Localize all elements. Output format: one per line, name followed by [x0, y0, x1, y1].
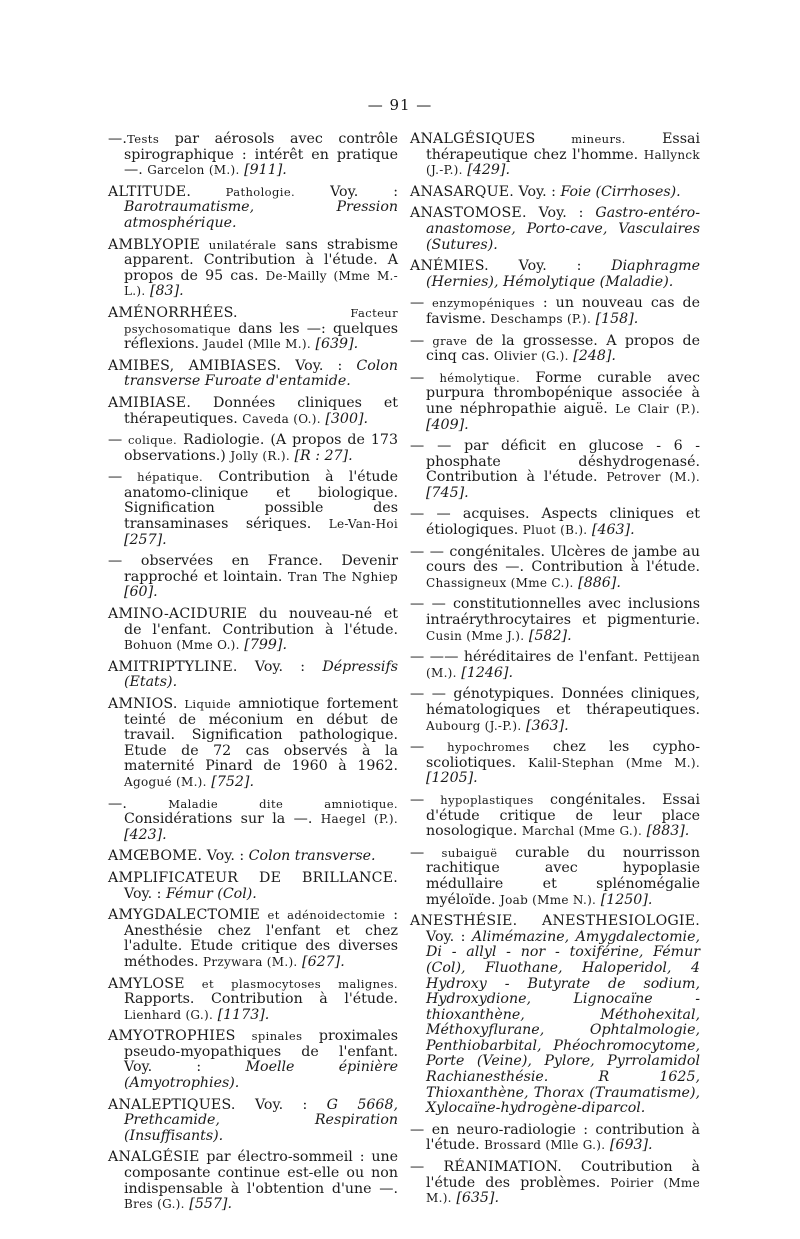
entry-number: [363].	[521, 717, 569, 734]
entry-author: Pluot (B.).	[522, 523, 588, 538]
entry-number: [639].	[310, 336, 359, 353]
entry-text: dans les —: quelques réflexions.	[124, 320, 398, 353]
entry-author: Caveda (O.).	[242, 411, 321, 426]
entry-subheading: et plasmocytoses malignes.	[184, 976, 398, 991]
entry-heading: ANALGÉSIQUES	[410, 131, 536, 147]
index-entry	[108, 554, 398, 601]
entry-author: Kalil-Stephan (Mme M.).	[528, 755, 700, 770]
entry-author: Bres (G.).	[124, 1197, 185, 1212]
entry-author: Le-Van-Hoi	[328, 517, 398, 532]
entry-text: : Anesthésie chez l'enfant et chez l'adulte. Etude critique des diverses méthodes.	[124, 907, 398, 970]
entry-text: par électro-sommeil : une composante continue est-elle ou non indispensable à l'obtention d'une —.	[124, 1149, 398, 1197]
entry-author: Pettijean (M.).	[426, 650, 700, 680]
entry-author: Olivier (G.).	[493, 349, 569, 364]
entry-subheading: unilatérale	[200, 237, 277, 252]
index-entry	[410, 371, 700, 433]
entry-text: Forme curable avec purpura thrombopénique associée à une néphropathie aiguë.	[426, 369, 700, 417]
index-entry	[410, 597, 700, 644]
entry-heading: —	[108, 432, 123, 449]
entry-number: [83].	[145, 283, 184, 300]
index-entry	[410, 507, 700, 538]
entry-heading: —	[410, 791, 425, 808]
entry-subheading: spinales	[235, 1029, 303, 1044]
entry-heading: ANASTOMOSE.	[410, 205, 527, 222]
entry-author: Jolly (R.).	[230, 448, 290, 463]
index-entry	[410, 206, 700, 253]
entry-text: héréditaires de l'enfant.	[458, 649, 644, 666]
index-entry	[108, 1098, 398, 1145]
index-entry	[108, 1029, 398, 1091]
entry-heading: AMNIOS.	[108, 696, 178, 712]
index-entry	[108, 977, 398, 1024]
right-column	[410, 132, 700, 1213]
entry-text: par aérosols avec contrôle spirographique : intérêt en pratique —.	[124, 131, 398, 179]
entry-text: Essai thérapeutique chez l'homme.	[426, 131, 700, 163]
entry-subheading: mineurs.	[535, 132, 626, 146]
entry-heading: —.	[108, 131, 128, 147]
index-entry	[410, 185, 700, 201]
entry-see-also: Colon transverse.	[248, 848, 376, 865]
entry-heading: —.	[108, 795, 128, 812]
entry-heading: AMYLOSE	[108, 975, 185, 992]
entry-text: Voy. :	[237, 658, 323, 675]
entry-text: du nouveau-né et de l'enfant. Contribution à l'étude.	[124, 606, 398, 638]
entry-heading: ANALGÉSIE	[108, 1149, 200, 1166]
entry-text: observées en France. Devenir rapproché et lointain.	[122, 553, 398, 585]
index-entry	[410, 914, 700, 1117]
entry-text: Considérations sur la —.	[124, 811, 321, 828]
entry-text: proximales pseudo-myopathiques de l'enfant. Voy. :	[124, 1028, 398, 1076]
entry-heading: ANÉMIES.	[410, 258, 489, 275]
entry-author: Przywara (M.).	[203, 954, 298, 969]
entry-number: [627].	[297, 953, 345, 970]
entry-number: [557].	[184, 1196, 232, 1213]
entry-subheading: Liquide	[177, 697, 232, 711]
entry-see-also: Gastro-entéro-anastomose, Porto-cave, Vasculaires (Sutures).	[426, 205, 700, 253]
entry-heading: — RÉANIMATION.	[410, 1159, 562, 1176]
entry-author: Chassigneux (Mme C.).	[426, 575, 574, 590]
entry-heading: — —	[410, 596, 446, 613]
index-entry	[108, 1150, 398, 1212]
entry-heading: —	[410, 369, 425, 386]
entry-subheading: hémolytique.	[424, 370, 521, 385]
index-entry	[108, 470, 398, 548]
entry-subheading: subaiguë	[424, 845, 498, 860]
entry-text: Voy. :	[202, 848, 249, 865]
entry-author: Joab (Mme N.).	[499, 892, 597, 907]
entry-text: chez les cypho-scoliotiques.	[426, 739, 700, 771]
entry-heading: AMIBIASE.	[108, 394, 192, 411]
entry-text: génotypiques. Données cliniques, hématologiques et thérapeutiques.	[426, 686, 700, 718]
entry-text: acquises. Aspects cliniques et étiologiques.	[426, 506, 700, 539]
entry-heading: — —	[410, 506, 451, 523]
index-entry	[410, 687, 700, 734]
entry-see-also: Dépressifs (Etats).	[124, 658, 398, 691]
entry-heading: AMIBES, AMIBIASES.	[108, 357, 282, 374]
entry-subheading: grave	[424, 333, 468, 348]
entry-subheading: Pathologie.	[191, 184, 296, 199]
entry-number: [248].	[568, 348, 616, 365]
entry-heading: AMITRIPTYLINE.	[108, 658, 238, 675]
entry-number: [799].	[239, 637, 287, 654]
entry-heading: AMYOTROPHIES	[108, 1028, 236, 1045]
index-entry	[108, 871, 398, 902]
entry-see-also: G 5668, Prethcamide, Respiration (Insuffisants).	[124, 1096, 398, 1144]
entry-text: Voy. :	[281, 357, 357, 374]
entry-number: [1173].	[213, 1006, 270, 1023]
entry-text: Contribution à l'étude anatomo-clinique et biologique. Signification possible des transaminases sériques.	[124, 469, 398, 533]
entry-text: Voy. :	[124, 885, 166, 902]
entry-author: Le Clair (P.).	[615, 401, 700, 416]
left-column	[108, 132, 398, 1219]
entry-heading: AMPLIFICATEUR DE BRILLANCE.	[108, 869, 398, 886]
entry-text: constitutionnelles avec inclusions intraérythrocytaires et pigmenturie.	[426, 596, 700, 629]
index-entry	[108, 359, 398, 390]
index-entry	[108, 433, 398, 464]
entry-author: De-Mailly (Mme M.-L.).	[124, 268, 398, 299]
entry-heading: — ——	[410, 649, 459, 666]
index-entry	[108, 908, 398, 970]
entry-author: Aubourg (J.-P.).	[426, 718, 522, 733]
entry-heading: —	[410, 844, 425, 861]
entry-subheading: Tests	[127, 132, 160, 146]
entry-number: [886].	[573, 574, 621, 591]
index-entry	[410, 793, 700, 840]
index-entry	[108, 132, 398, 179]
entry-author: Tran The Nghiep	[287, 569, 398, 584]
entry-author: Brossard (Mlle G.).	[484, 1138, 606, 1153]
entry-text: par déficit en glucose - 6 - phosphate déshydrogenasé. Contribution à l'étude.	[426, 438, 700, 486]
entry-heading: — —	[410, 686, 447, 703]
entry-author: Marchal (Mme G.).	[521, 824, 643, 839]
index-entry	[410, 296, 700, 327]
entry-number: [R : 27].	[289, 447, 353, 464]
entry-number: [745].	[426, 484, 469, 501]
entry-text: Voy. :	[426, 928, 472, 945]
entry-number: [911].	[239, 162, 287, 179]
entry-text: curable du nourrisson rachitique avec hypoplasie médullaire et splénomégalie myéloïde.	[426, 844, 700, 908]
index-entry	[410, 846, 700, 908]
entry-text: amniotique fortement teinté de méconium en début de travail. Signification pathologique. Etude de 72 cas observés à la maternité Pinard de 1960 à 1962.	[124, 696, 398, 775]
entry-subheading: hépatique.	[122, 470, 204, 485]
entry-author: Bohuon (Mme O.).	[124, 638, 240, 653]
entry-number: [409].	[426, 416, 469, 433]
entry-author: Petrover (M.).	[606, 470, 700, 485]
index-entry	[410, 545, 700, 592]
entry-subheading: Facteur psychosomatique	[124, 305, 398, 336]
entry-subheading: enzymopéniques	[424, 296, 535, 311]
entry-number: [582].	[524, 627, 572, 644]
entry-text: Rapports. Contribution à l'étude.	[124, 991, 398, 1008]
entry-author: Lienhard (G.).	[124, 1007, 214, 1022]
entry-number: [257].	[124, 531, 167, 548]
entry-heading: ANASARQUE.	[410, 183, 515, 200]
entry-text: Voy. :	[295, 183, 398, 200]
entry-heading: — —	[410, 543, 445, 560]
entry-number: [429].	[462, 162, 510, 179]
entry-number: [1246].	[456, 664, 513, 681]
entry-author: Deschamps (P.).	[490, 311, 592, 326]
entry-text: Coutribution à l'étude des problèmes.	[426, 1159, 700, 1191]
entry-heading: —	[108, 553, 123, 570]
index-entry	[410, 740, 700, 787]
entry-text: Données cliniques et thérapeutiques.	[124, 394, 398, 427]
index-entry	[108, 238, 398, 300]
index-entry	[410, 259, 700, 290]
index-entry	[108, 849, 398, 865]
entry-text: sans strabisme apparent. Contribution à l'étude. A propos de 95 cas.	[124, 236, 398, 284]
index-entry	[108, 697, 398, 791]
index-entry	[108, 797, 398, 844]
entry-text: Voy. :	[235, 1096, 327, 1113]
entry-author: Agogué (M.).	[124, 774, 207, 789]
entry-number: [158].	[591, 310, 639, 327]
entry-heading: AMINO-ACIDURIE	[108, 606, 248, 623]
entry-number: [1250].	[596, 891, 653, 908]
entry-number: [60].	[124, 584, 158, 601]
index-entry	[410, 132, 700, 179]
entry-author: Garcelon (M.).	[147, 163, 240, 178]
index-entry	[410, 650, 700, 681]
entry-number: [693].	[605, 1137, 653, 1154]
entry-author: Poirier (Mme M.).	[426, 1175, 700, 1206]
entry-see-also: Diaphragme (Hernies), Hémolytique (Maladie).	[426, 258, 700, 290]
entry-text: Voy. :	[526, 205, 596, 222]
entry-text: : un nouveau cas de favisme.	[426, 295, 700, 327]
index-entry	[410, 334, 700, 365]
index-entry	[108, 396, 398, 427]
entry-heading: AMŒBOME.	[108, 848, 203, 865]
entry-see-also: Foie (Cirrhoses).	[560, 183, 681, 200]
index-entry	[108, 660, 398, 691]
entry-heading: —	[410, 739, 425, 756]
index-entry	[108, 185, 398, 232]
entry-number: [1205].	[426, 770, 478, 787]
entry-heading: ANESTHÉSIE. ANESTHESIOLOGIE.	[410, 913, 700, 930]
entry-subheading: et adénoidectomie	[260, 908, 386, 923]
entry-text: congénitales. Ulcères de jambe au cours des —. Contribution à l'étude.	[426, 543, 700, 576]
entry-subheading: hypochromes	[424, 740, 530, 755]
entry-number: [883].	[642, 823, 690, 840]
entry-heading: AMBLYOPIE	[108, 236, 201, 253]
entry-author: Jaudel (Mlle M.).	[203, 337, 311, 352]
index-entry	[108, 607, 398, 654]
entry-number: [423].	[124, 826, 167, 843]
entry-author: Hallynck (J.-P.).	[426, 147, 700, 178]
entry-see-also: Colon transverse Furoate d'entamide.	[124, 357, 398, 390]
entry-heading: —	[410, 1121, 425, 1138]
entry-heading: AMÉNORRHÉES.	[108, 304, 238, 321]
index-entry	[108, 306, 398, 353]
entry-see-also: Alimémazine, Amygdalectomie, Di - allyl - nor - toxiférine, Fémur (Col), Fluothane, Haloperidol, 4 Hydroxy - Butyrate de sodium, Hydroxydione, Lignocaïne - thioxanthène, Méthohexital, Méthoxyflurane, Ophtalmologie, Penthiobarbital, Phéochromocytome, Porte (Veine), Pylore, Pyrrolamidol Rachianesthésie. R 1625, Thioxanthène, Thorax (Traumatisme), Xylocaïne-hydrogène-diparcol.	[426, 928, 700, 1117]
entry-subheading: colique.	[122, 433, 178, 448]
entry-author: Cusin (Mme J.).	[426, 628, 525, 643]
entry-see-also: Moelle épinière (Amyotrophies).	[124, 1059, 398, 1092]
entry-heading: —	[410, 332, 425, 349]
index-entry	[410, 1123, 700, 1154]
entry-see-also: Fémur (Col).	[165, 885, 257, 902]
entry-number: [300].	[320, 410, 369, 427]
entry-heading: —	[108, 469, 123, 486]
entry-heading: — —	[410, 438, 452, 455]
entry-heading: ANALEPTIQUES.	[108, 1096, 236, 1113]
index-entry	[410, 439, 700, 501]
page-number: — 91 —	[367, 96, 433, 114]
entry-number: [752].	[206, 773, 254, 790]
entry-text: Radiologie. (A propos de 173 observations.)	[124, 432, 398, 464]
entry-number: [635].	[451, 1190, 499, 1207]
entry-subheading: Maladie dite amniotique.	[127, 796, 398, 811]
entry-author: Haegel (P.).	[320, 812, 398, 827]
entry-text: en neuro-radiologie : contribution à l'étude.	[424, 1121, 700, 1154]
entry-text: de la grossesse. A propos de cinq cas.	[426, 332, 700, 365]
entry-text: Voy. :	[514, 183, 561, 200]
entry-see-also: Barotraumatisme, Pression atmosphérique.	[124, 199, 398, 231]
entry-text: congénitales. Essai d'étude critique de leur place nosologique.	[426, 791, 700, 840]
entry-heading: AMYGDALECTOMIE	[108, 907, 261, 924]
entry-text: Voy. :	[488, 258, 612, 275]
entry-subheading: hypoplastiques	[424, 792, 534, 807]
index-entry	[410, 1160, 700, 1207]
entry-number: [463].	[587, 522, 635, 539]
entry-heading: —	[410, 295, 425, 312]
entry-heading: ALTITUDE.	[108, 183, 192, 200]
